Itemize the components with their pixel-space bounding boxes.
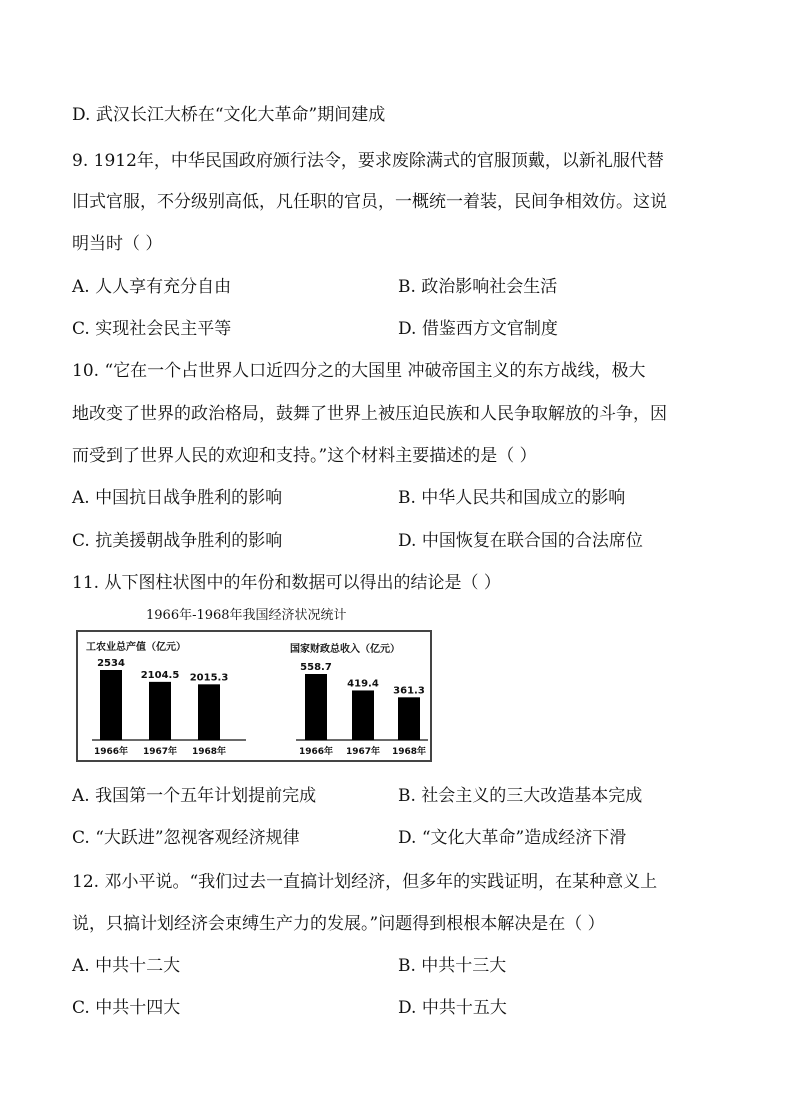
q10-option-c: C. 抗美援朝战争胜利的影响 bbox=[72, 531, 283, 551]
q9-option-b: B. 政治影响社会生活 bbox=[398, 277, 558, 297]
q8-option-d: D. 武汉长江大桥在“文化大革命”期间建成 bbox=[72, 105, 386, 125]
q11-option-b: B. 社会主义的三大改造基本完成 bbox=[398, 786, 643, 806]
x-tick-label: 1967年 bbox=[345, 747, 381, 757]
x-tick-label: 1966年 bbox=[298, 747, 334, 757]
bar bbox=[305, 674, 327, 740]
bar bbox=[198, 684, 220, 740]
bar bbox=[398, 697, 420, 740]
q9-stem-line-2: 旧式官服，不分级别高低，凡任职的官员，一概统一着装，民间争相效仿。这说 bbox=[72, 192, 667, 212]
q11-stem: 11. 从下图柱状图中的年份和数据可以得出的结论是（ ） bbox=[72, 573, 501, 593]
bar-value-label: 558.7 bbox=[300, 662, 332, 673]
x-tick-label: 1968年 bbox=[191, 747, 227, 757]
q10-stem-line-1: 10. “它在一个占世界人口近四分之的大国里 冲破帝国主义的东方战线，极大 bbox=[72, 361, 646, 381]
bar bbox=[352, 690, 374, 740]
bar-value-label: 419.4 bbox=[347, 678, 379, 690]
q9-option-d: D. 借鉴西方文官制度 bbox=[398, 319, 558, 339]
q10-option-d: D. 中国恢复在联合国的合法席位 bbox=[398, 531, 643, 551]
q12-stem-line-1: 12. 邓小平说。“我们过去一直搞计划经济，但多年的实践证明，在某种意义上 bbox=[72, 872, 658, 892]
q12-option-c: C. 中共十四大 bbox=[72, 998, 181, 1018]
q10-stem-line-2: 地改变了世界的政治格局，鼓舞了世界上被压迫民族和人民争取解放的斗争，因 bbox=[72, 404, 667, 424]
bar-value-label: 2104.5 bbox=[140, 669, 180, 681]
q11-option-a: A. 我国第一个五年计划提前完成 bbox=[72, 786, 317, 806]
q11-option-d: D. “文化大革命”造成经济下滑 bbox=[398, 828, 627, 848]
x-tick-label: 1968年 bbox=[391, 747, 427, 757]
q9-stem-line-3: 明当时（ ） bbox=[72, 234, 163, 254]
bar-value-label: 361.3 bbox=[393, 685, 425, 697]
q12-option-d: D. 中共十五大 bbox=[398, 998, 507, 1018]
q10-option-a: A. 中国抗日战争胜利的影响 bbox=[72, 488, 283, 508]
panel-label: 国家财政总收入（亿元） bbox=[290, 644, 400, 655]
bar bbox=[149, 682, 171, 740]
q12-stem-line-2: 说，只搞计划经济会束缚生产力的发展。”问题得到根根本解决是在（ ） bbox=[72, 914, 605, 934]
q10-stem-line-3: 而受到了世界人民的欢迎和支持。”这个材料主要描述的是（ ） bbox=[72, 446, 537, 466]
q9-stem-line-1: 9. 1912年，中华民国政府颁行法令，要求废除满式的官服顶戴，以新礼服代替 bbox=[72, 151, 664, 171]
x-tick-label: 1966年 bbox=[93, 747, 129, 757]
q9-option-c: C. 实现社会民主平等 bbox=[72, 319, 232, 339]
bar bbox=[100, 670, 122, 740]
q9-option-a: A. 人人享有充分自由 bbox=[72, 277, 232, 297]
q10-option-b: B. 中华人民共和国成立的影响 bbox=[398, 488, 626, 508]
chart-title: 1966年-1968年我国经济状况统计 bbox=[146, 608, 347, 623]
q12-option-a: A. 中共十二大 bbox=[72, 956, 181, 976]
bar-value-label: 2015.3 bbox=[189, 672, 229, 684]
bar-value-label: 2534 bbox=[97, 658, 125, 669]
panel-label: 工农业总产值（亿元） bbox=[86, 642, 186, 653]
q12-option-b: B. 中共十三大 bbox=[398, 956, 507, 976]
x-tick-label: 1967年 bbox=[142, 747, 178, 757]
q11-option-c: C. “大跃进”忽视客观经济规律 bbox=[72, 828, 300, 848]
